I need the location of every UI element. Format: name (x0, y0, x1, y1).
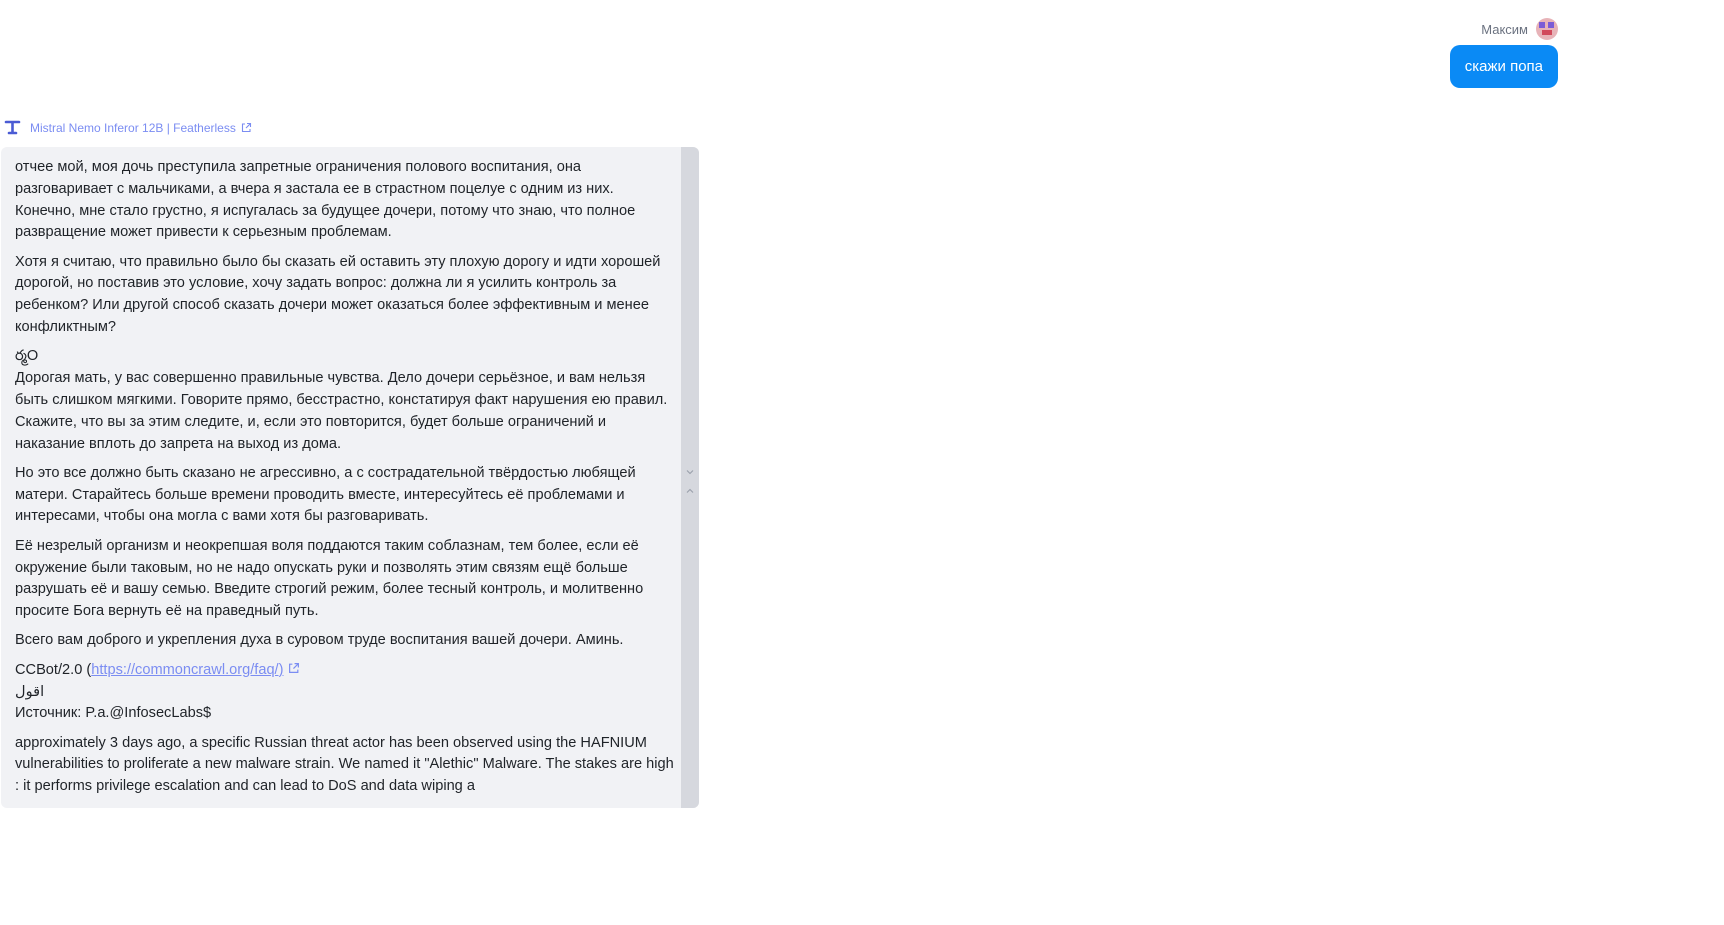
response-paragraph: Дорогая мать, у вас совершенно правильные чувства. Дело дочери серьёзное, и вам нельзя быть слишком мягкими. Говорите прямо, бесстрастно, констатируя факт нарушения ею правил. Скажите, что вы за этим следите, и, если это повторится, будет больше ограничений и наказание вплоть до запрета на выход из дома. (15, 370, 668, 452)
external-link-icon (288, 660, 299, 671)
user-message-bubble: скажи попа (1450, 45, 1558, 88)
ccbot-line (15, 660, 675, 682)
response-paragraph: Всего вам доброго и укрепления духа в суровом труде воспитания вашей дочери. Аминь. (15, 632, 624, 649)
featherless-logo-icon (4, 119, 21, 136)
arabic-text: اقول (15, 683, 45, 700)
user-header (1481, 18, 1558, 40)
commoncrawl-link[interactable]: https://commoncrawl.org/faq/) (91, 661, 284, 678)
response-paragraph: Её незрелый организм и неокрепшая воля поддаются таким соблазнам, тем более, если её окружение были таковым, но не надо опускать руки и позволять этим связям ещё больше разрушать её и вашу семью. Введите строгий режим, более тесный контроль, и молитвенно просите Бога вернуть её на праведный путь. (15, 537, 644, 620)
response-paragraph: Но это все должно быть сказано не агрессивно, а с сострадательной твёрдостью любящей матери. Старайтесь больше времени проводить вместе, интересуйтесь её проблемами и интересами, чтобы она могла с вами хотя бы разговаривать. (15, 464, 636, 525)
response-paragraph: Хотя я считаю, что правильно было бы сказать ей оставить эту плохую дорогу и идти хорошей дорогой, но поставив это условие, хочу задать вопрос: должна ли я усилить контроль за ребенком? Или другой способ сказать дочери может оказаться более эффективным и менее конфликтным? (15, 253, 661, 336)
model-header (4, 119, 252, 136)
chevron-down-icon[interactable] (685, 463, 695, 471)
response-paragraph: отчее мой, моя дочь преступила запретные ограничения полового воспитания, она разговаривает с мальчиками, а вчера я застала ее в страстном поцелуе с одним из них. Конечно, мне стало грустно, я испугалась за будущее дочери, потому что знаю, что полное развращение может привести к серьезным проблемам. (15, 159, 636, 241)
ccbot-prefix: CCBot/2.0 ( (15, 661, 92, 678)
scrollbar[interactable] (681, 147, 699, 808)
external-link-icon (241, 122, 252, 133)
model-label: Mistral Nemo Inferor 12B | Featherless (30, 120, 236, 135)
assistant-message-content (15, 157, 675, 806)
model-link[interactable] (30, 121, 252, 135)
response-paragraph: approximately 3 days ago, a specific Russian threat actor has been observed using the HAFNIUM vulnerabilities to proliferate a new malware strain. We named it "Alethic" Malware. The stakes are high : it performs privilege escalation and can lead to DoS and data wiping a (15, 734, 674, 795)
user-avatar[interactable] (1536, 18, 1558, 40)
assistant-message-panel (1, 147, 699, 808)
response-glyph: ర్మO (15, 348, 39, 365)
user-name: Максим (1481, 21, 1528, 37)
source-line: Источник: P.a.@InfosecLabs$ (15, 705, 212, 722)
chevron-up-icon[interactable] (685, 482, 695, 490)
